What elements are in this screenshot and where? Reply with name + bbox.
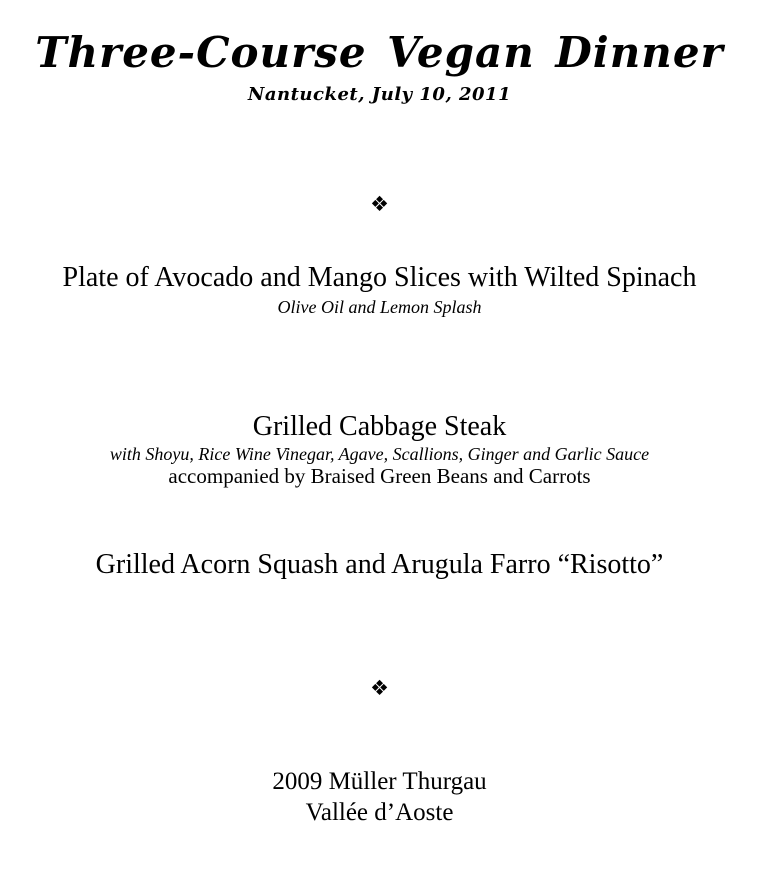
diamond-ornament-icon: ❖ (370, 192, 389, 216)
course-1-name: Plate of Avocado and Mango Slices with Wilted Spinach (62, 262, 697, 293)
course-1-detail: Olive Oil and Lemon Splash (277, 297, 482, 317)
page-title: Three-Course Vegan Dinner (35, 28, 724, 77)
course-2-name: Grilled Cabbage Steak (252, 411, 507, 442)
course-2-detail-sauce: with Shoyu, Rice Wine Vinegar, Agave, Scallions, Ginger and Garlic Sauce (109, 444, 650, 464)
wine-vintage-line: 2009 Müller Thurgau (272, 768, 487, 795)
course-3-name: Grilled Acorn Squash and Arugula Farro “Risotto” (95, 549, 664, 580)
wine-region-line: Vallée d’Aoste (305, 799, 454, 826)
page-subtitle: Nantucket, July 10, 2011 (247, 84, 512, 105)
diamond-ornament-icon: ❖ (370, 676, 389, 700)
course-2-detail-sides: accompanied by Braised Green Beans and Carrots (168, 464, 591, 488)
